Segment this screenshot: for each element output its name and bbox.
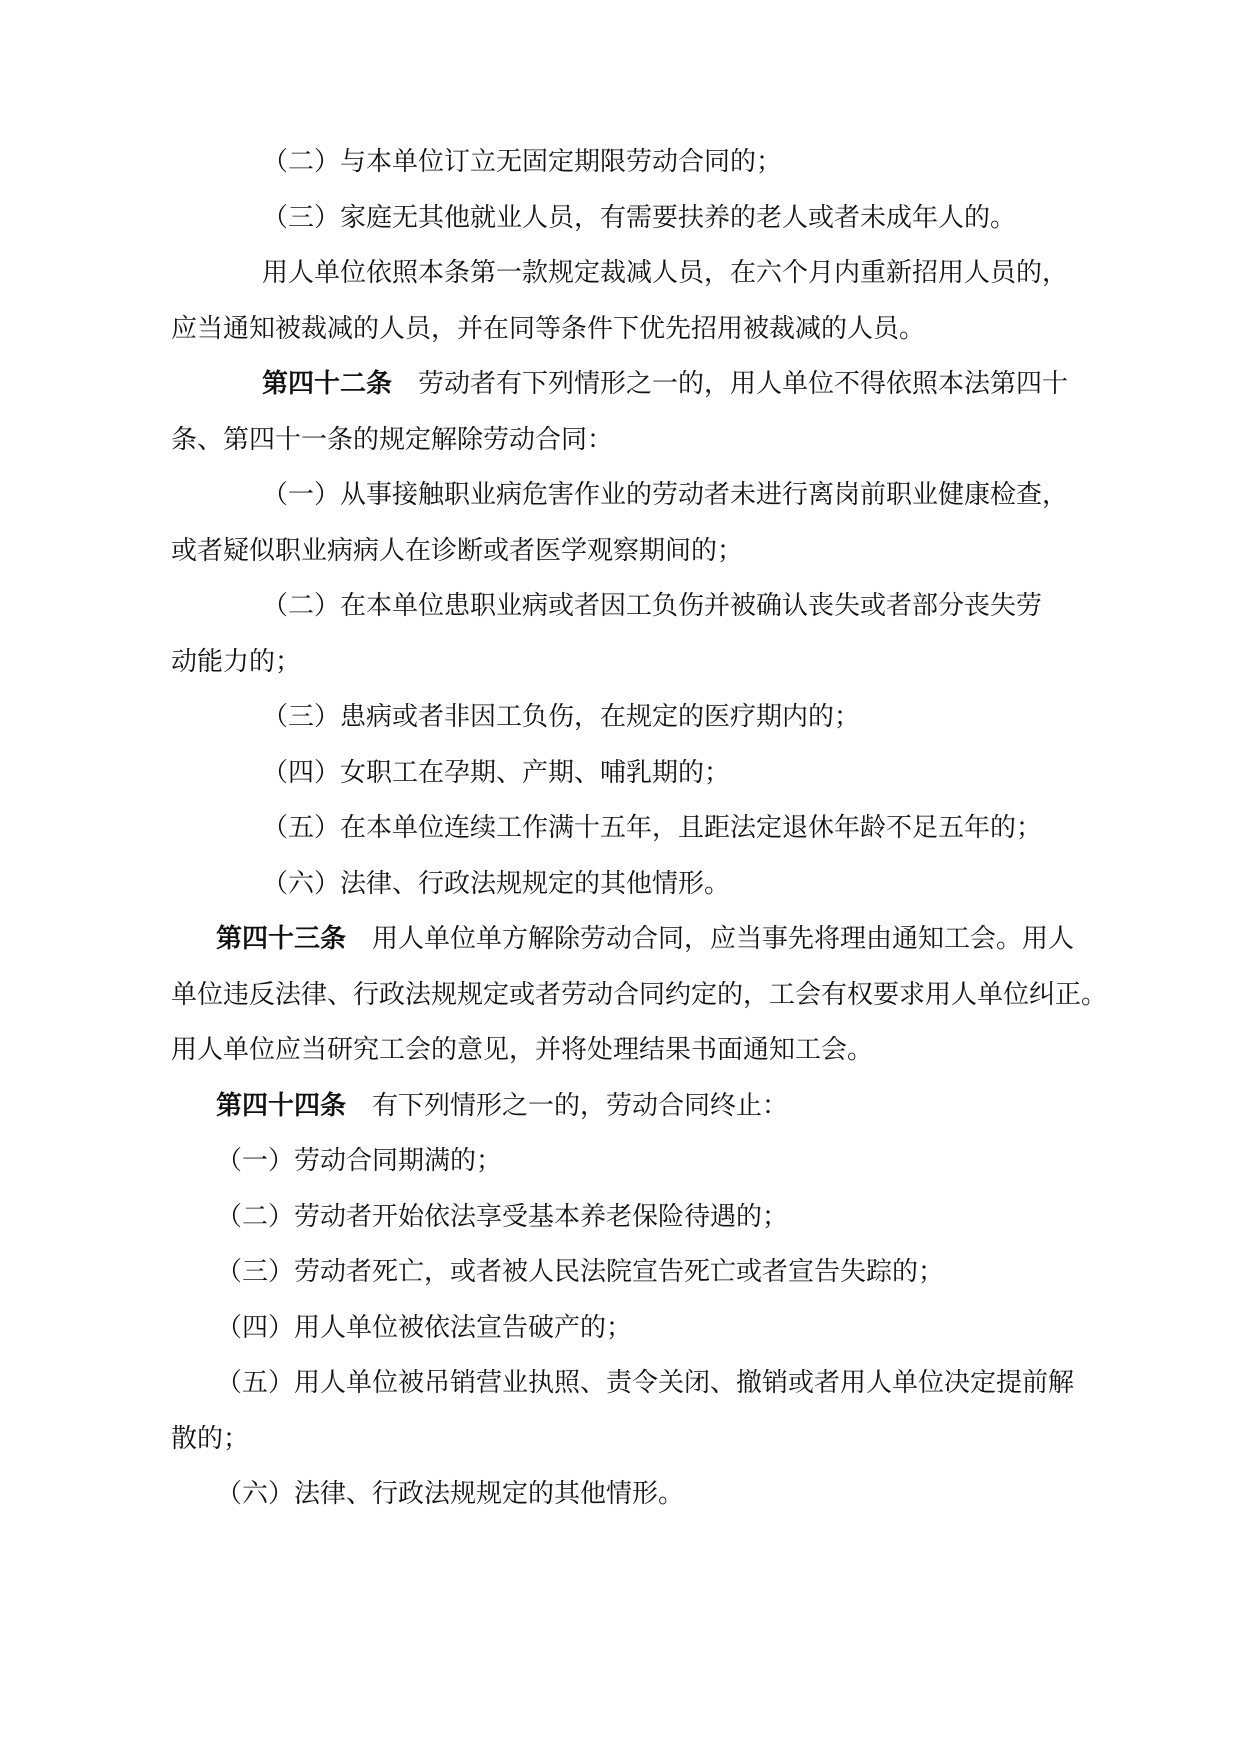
text-line: 单位违反法律、行政法规规定或者劳动合同约定的，工会有权要求用人单位纠正。 bbox=[171, 980, 1108, 1010]
text-line: （五）用人单位被吊销营业执照、责令关闭、撤销或者用人单位决定提前解 bbox=[216, 1368, 1075, 1398]
text-line: （三）劳动者死亡，或者被人民法院宣告死亡或者宣告失踪的； bbox=[216, 1257, 945, 1287]
text-line: （四）女职工在孕期、产期、哺乳期的； bbox=[262, 758, 731, 788]
text-line: （六）法律、行政法规规定的其他情形。 bbox=[262, 869, 731, 899]
text-line: （四）用人单位被依法宣告破产的； bbox=[216, 1313, 633, 1343]
text-line: 应当通知被裁减的人员，并在同等条件下优先招用被裁减的人员。 bbox=[171, 314, 926, 344]
article-line bbox=[262, 368, 1068, 400]
text-line: （三）患病或者非因工负伤，在规定的医疗期内的； bbox=[262, 702, 861, 732]
text-line: （六）法律、行政法规规定的其他情形。 bbox=[216, 1479, 685, 1509]
text-line: 用人单位应当研究工会的意见，并将处理结果书面通知工会。 bbox=[171, 1035, 874, 1065]
text-line: （一）从事接触职业病危害作业的劳动者未进行离岗前职业健康检查， bbox=[262, 480, 1069, 510]
text-line: （一）劳动合同期满的； bbox=[216, 1146, 503, 1176]
article-heading: 第四十四条 bbox=[216, 1091, 347, 1121]
article-text: 用人单位单方解除劳动合同，应当事先将理由通知工会。用人 bbox=[372, 924, 1075, 954]
article-heading: 第四十二条 bbox=[262, 369, 393, 399]
text-line: 动能力的； bbox=[171, 647, 302, 677]
text-line: 散的； bbox=[171, 1424, 250, 1454]
text-line: 或者疑似职业病病人在诊断或者医学观察期间的； bbox=[171, 536, 744, 566]
article-line bbox=[216, 1090, 788, 1122]
article-text: 劳动者有下列情形之一的，用人单位不得依照本法第四十 bbox=[418, 369, 1069, 399]
text-line: （二）劳动者开始依法享受基本养老保险待遇的； bbox=[216, 1202, 789, 1232]
text-line: （二）与本单位订立无固定期限劳动合同的； bbox=[262, 147, 783, 177]
article-line bbox=[216, 923, 1074, 955]
text-line: （二）在本单位患职业病或者因工负伤并被确认丧失或者部分丧失劳 bbox=[262, 591, 1043, 621]
text-line: （五）在本单位连续工作满十五年，且距法定退休年龄不足五年的； bbox=[262, 813, 1043, 843]
text-line: （三）家庭无其他就业人员，有需要扶养的老人或者未成年人的。 bbox=[262, 203, 1017, 233]
article-text: 有下列情形之一的，劳动合同终止： bbox=[372, 1091, 789, 1121]
article-heading: 第四十三条 bbox=[216, 924, 347, 954]
text-line: 用人单位依照本条第一款规定裁减人员，在六个月内重新招用人员的， bbox=[262, 258, 1069, 288]
text-line: 条、第四十一条的规定解除劳动合同： bbox=[171, 425, 614, 455]
